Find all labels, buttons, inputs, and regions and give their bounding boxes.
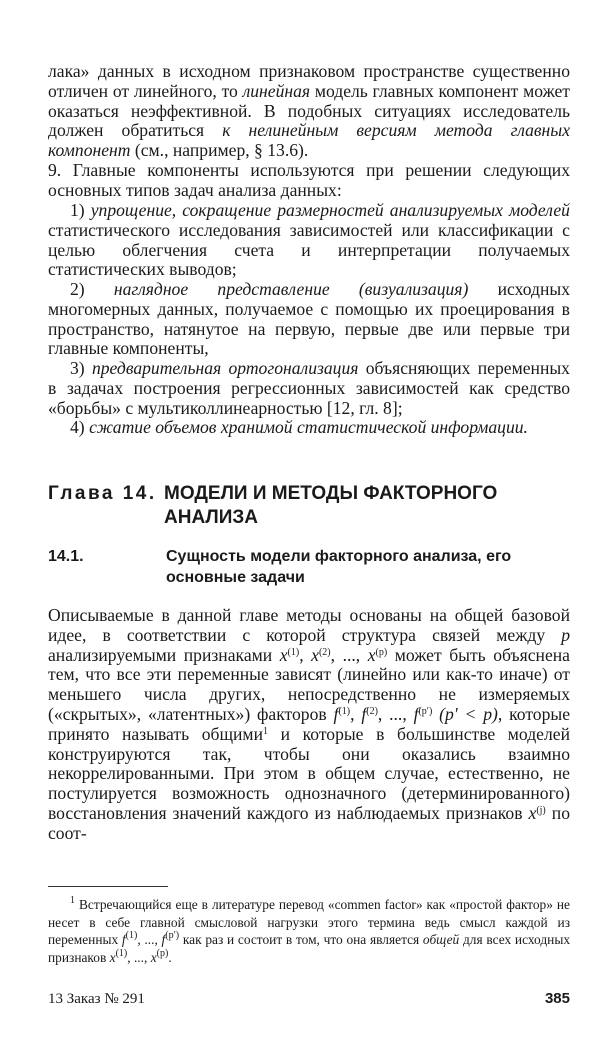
list-item-2: 2) наглядное представление (визуализация) исходных многомерных данных, получаемое с помощью их проецирования в пространство, натянутое на первую, первые две или первые три главные компоненты, bbox=[48, 279, 570, 359]
list-item-4: 4) сжатие объемов хранимой статистической информации. bbox=[70, 417, 528, 437]
chapter-label: Глава 14. bbox=[48, 483, 157, 504]
paragraph-body: Описываемые в данной главе методы основаны на общей базовой идее, в соответствии с которой структура связей между p анализируемыми признаками $x^{(1)}$, $x^{(2)}$, ..., $x^{(p)}$ может быть объяснена тем, что все эти переменные зависят (линейно или как-то иначе) от меньшего числа других, непосредственно не измеряемых («скрытых», «латентных») факторов $f^{(1)}$, $f^{(2)}$, ..., $f^{(p')}$ (p′ < p), которые принято называть общими$^1$ и которые в большинстве моделей конструируются так, чтобы они оказались взаимно некоррелированными. При этом в общем случае, естественно, не постулируется возможность однозначного (детерминированного) восстановления значений каждого из наблюдаемых признаков $x^{(j)}$ по соот- bbox=[48, 605, 571, 843]
chapter-title-line-1: МОДЕЛИ И МЕТОДЫ ФАКТОРНОГО bbox=[164, 483, 498, 504]
footnote: $^1$ Встречающийся еще в литературе перевод «commen factor» как «простой фактор» не несет в себе главной смысловой нагрузки этого термина ведь смысл каждой из переменных $f^{(1)}$, ..., $f^{(p')}$ как раз и состоит в том, что она является общей для всех исходных признаков $x^{(1)}$, ..., $x^{(p)}$. bbox=[48, 895, 571, 965]
list-item-3: 3) предварительная ортогонализация объясняющих переменных в задачах построения регрессионных зависимостей как средство «борьбы» с мультиколлинеарностью [12, гл. 8]; bbox=[48, 358, 570, 418]
section-number: 14.1. bbox=[48, 548, 84, 565]
paragraph-9: 9. Главные компоненты используются при решении следующих основных типов задач анализа данных: bbox=[48, 160, 570, 200]
footnote-reference: 1 bbox=[262, 725, 268, 737]
chapter-heading bbox=[48, 482, 570, 528]
list-item-1: 1) упрощение, сокращение размерностей анализируемых моделей статистического исследования зависимостей или классификации с целью облегчения счета и интерпретации получаемых статистических выводов; bbox=[48, 200, 570, 280]
page-number: 385 bbox=[544, 990, 570, 1007]
paragraph-intro: лака» данных в исходном признаковом пространстве существенно отличен от линейного, то линейная модель главных компонент может оказаться неэффективной. В подобных ситуациях исследователь должен обратиться к нелинейным версиям метода главных компонент (см., например, § 13.6). bbox=[48, 61, 571, 161]
footnote-separator bbox=[48, 886, 168, 887]
printer-signature: 13 Заказ № 291 bbox=[48, 991, 145, 1007]
section-title: Сущность модели факторного анализа, его основные задачи bbox=[166, 548, 512, 586]
chapter-title-line-2: АНАЛИЗА bbox=[164, 507, 259, 528]
